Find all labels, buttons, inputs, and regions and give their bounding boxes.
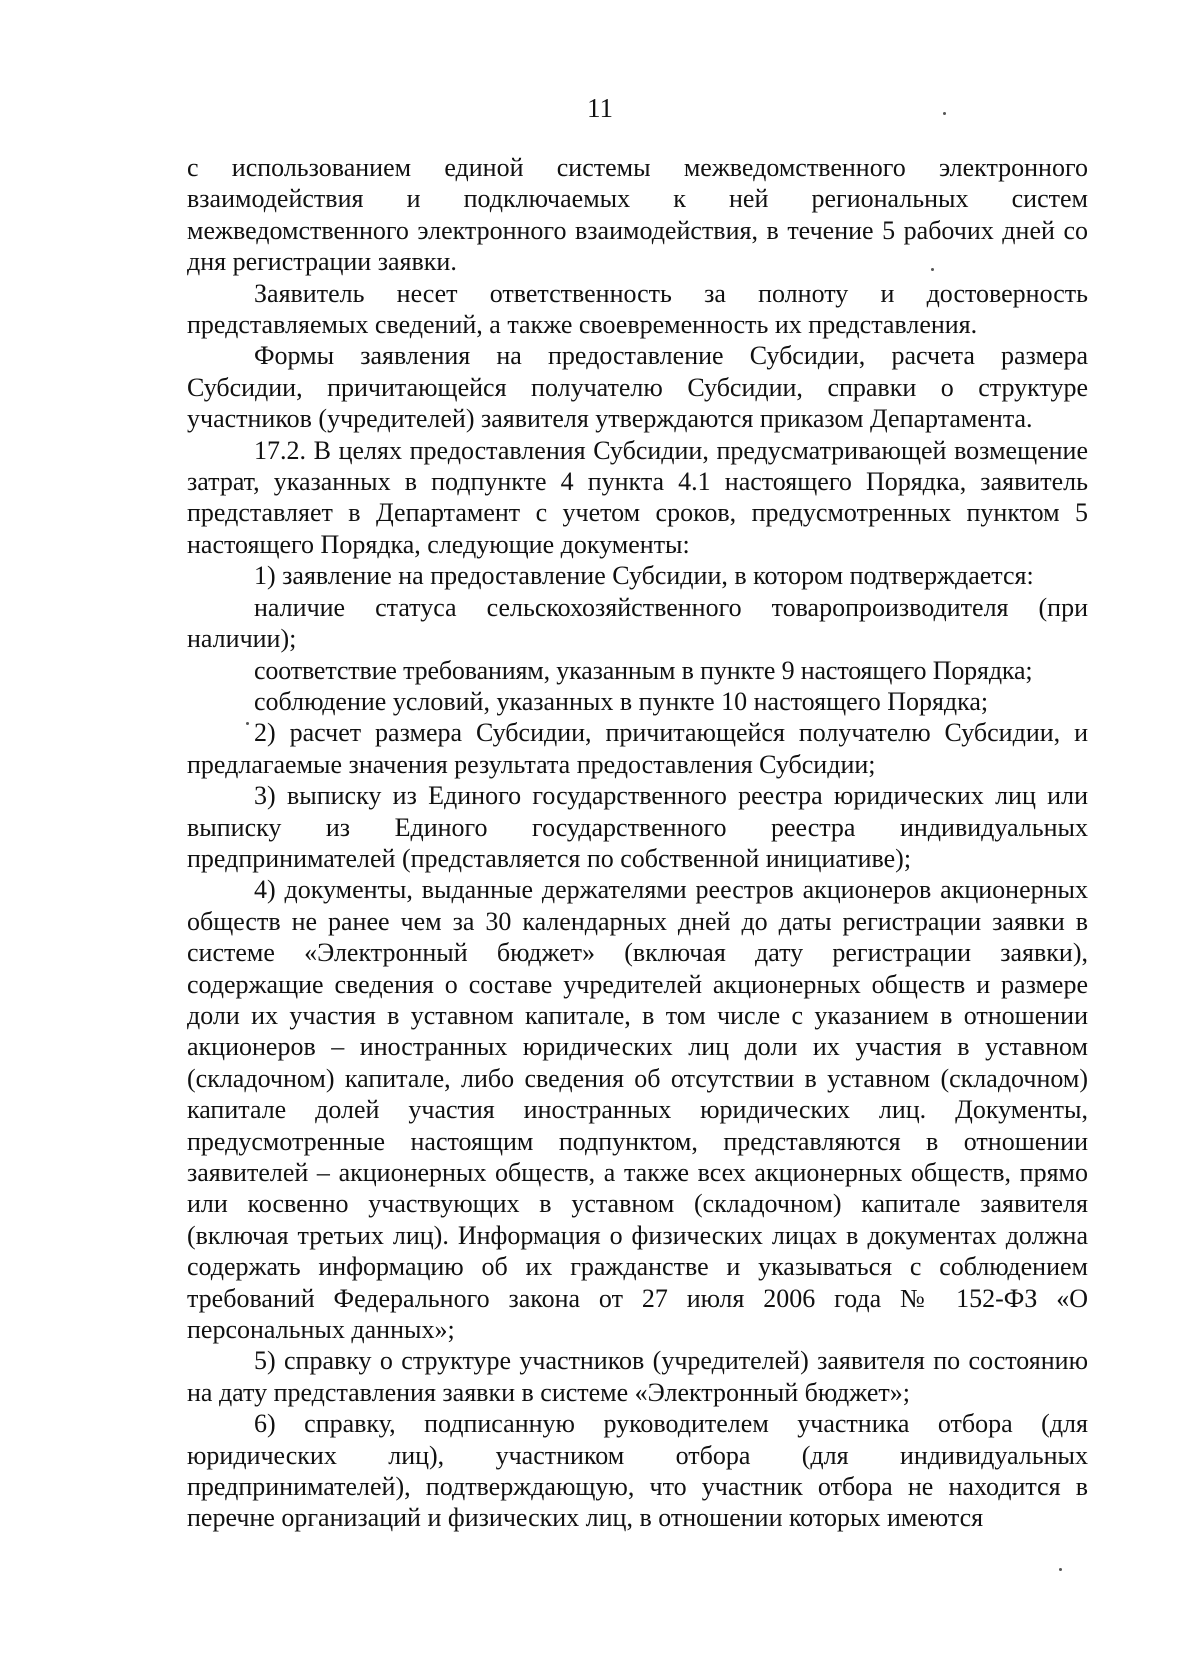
scan-speck — [246, 722, 249, 725]
list-item-1: 1) заявление на предоставление Субсидии, в котором подтверждается: — [254, 561, 1034, 591]
paragraph-forms: Формы заявления на предоставление Субсидии, расчета размера Субсидии, причитающейся получателю Субсидии, справки о структуре участников (учредителей) заявителя утверждаются приказом Департамента. — [187, 341, 1088, 434]
list-item-2: 2) расчет размера Субсидии, причитающейся получателю Субсидии, и предлагаемые значения результата предоставления Субсидии; — [187, 718, 1088, 779]
paragraph-responsibility: Заявитель несет ответственность за полноту и достоверность представляемых сведений, а также своевременность их представления. — [187, 278, 1088, 340]
list-subitem-conditions: соблюдение условий, указанных в пункте 10 настоящего Порядка; — [254, 686, 989, 716]
list-item-5: 5) справку о структуре участников (учредителей) заявителя по состоянию на дату представления заявки в системе «Электронный бюджет»; — [187, 1346, 1088, 1407]
page-number: 11 — [587, 93, 613, 123]
document-body — [187, 152, 1088, 1534]
scan-speck — [931, 268, 934, 271]
scan-speck — [1059, 1568, 1062, 1571]
scan-speck — [943, 112, 946, 115]
list-item-4: 4) документы, выданные держателями реестров акционеров акционерных обществ не ранее чем за 30 календарных дней до даты регистрации заявки в системе «Электронный бюджет» (включая дату регистрации заявки), содержащие сведения о составе учредителей акционерных обществ и размере доли их участия в уставном капитале, в том числе с указанием в отношении акционеров – иностранных юридических лиц доли их участия в уставном (складочном) капитале, либо сведения об отсутствии в уставном (складочном) капитале долей участия иностранных юридических лиц. Документы, предусмотренные настоящим подпунктом, представляются в отношении заявителей – акционерных обществ, а также всех акционерных обществ, прямо или косвенно участвующих в уставном (складочном) капитале заявителя (включая третьих лиц). Информация о физических лицах в документах должна содержать информацию об их гражданстве и указываться с соблюдением требований Федерального закона от 27 июля 2006 года № 152-ФЗ «О персональных данных»; — [187, 875, 1088, 1345]
list-item-3: 3) выписку из Единого государственного реестра юридических лиц или выписку из Единого государственного реестра индивидуальных предпринимателей (представляется по собственной инициативе); — [187, 781, 1088, 873]
list-subitem-requirements: соответствие требованиям, указанным в пункте 9 настоящего Порядка; — [254, 655, 1033, 685]
paragraph-17-2: 17.2. В целях предоставления Субсидии, предусматривающей возмещение затрат, указанных в подпункте 4 пункта 4.1 настоящего Порядка, заявитель представляет в Департамент с учетом сроков, предусмотренных пунктом 5 настоящего Порядка, следующие документы: — [187, 435, 1088, 559]
list-subitem-status: наличие статуса сельскохозяйственного товаропроизводителя (при наличии); — [187, 592, 1088, 654]
paragraph-continuation: с использованием единой системы межведомственного электронного взаимодействия и подключаемых к ней региональных систем межведомственного электронного взаимодействия, в течение 5 рабочих дней со дня регистрации заявки. — [187, 153, 1088, 277]
list-item-6: 6) справку, подписанную руководителем участника отбора (для юридических лиц), участником отбора (для индивидуальных предпринимателей), подтверждающую, что участник отбора не находится в перечне организаций и физических лиц, в отношении которых имеются — [187, 1409, 1088, 1533]
